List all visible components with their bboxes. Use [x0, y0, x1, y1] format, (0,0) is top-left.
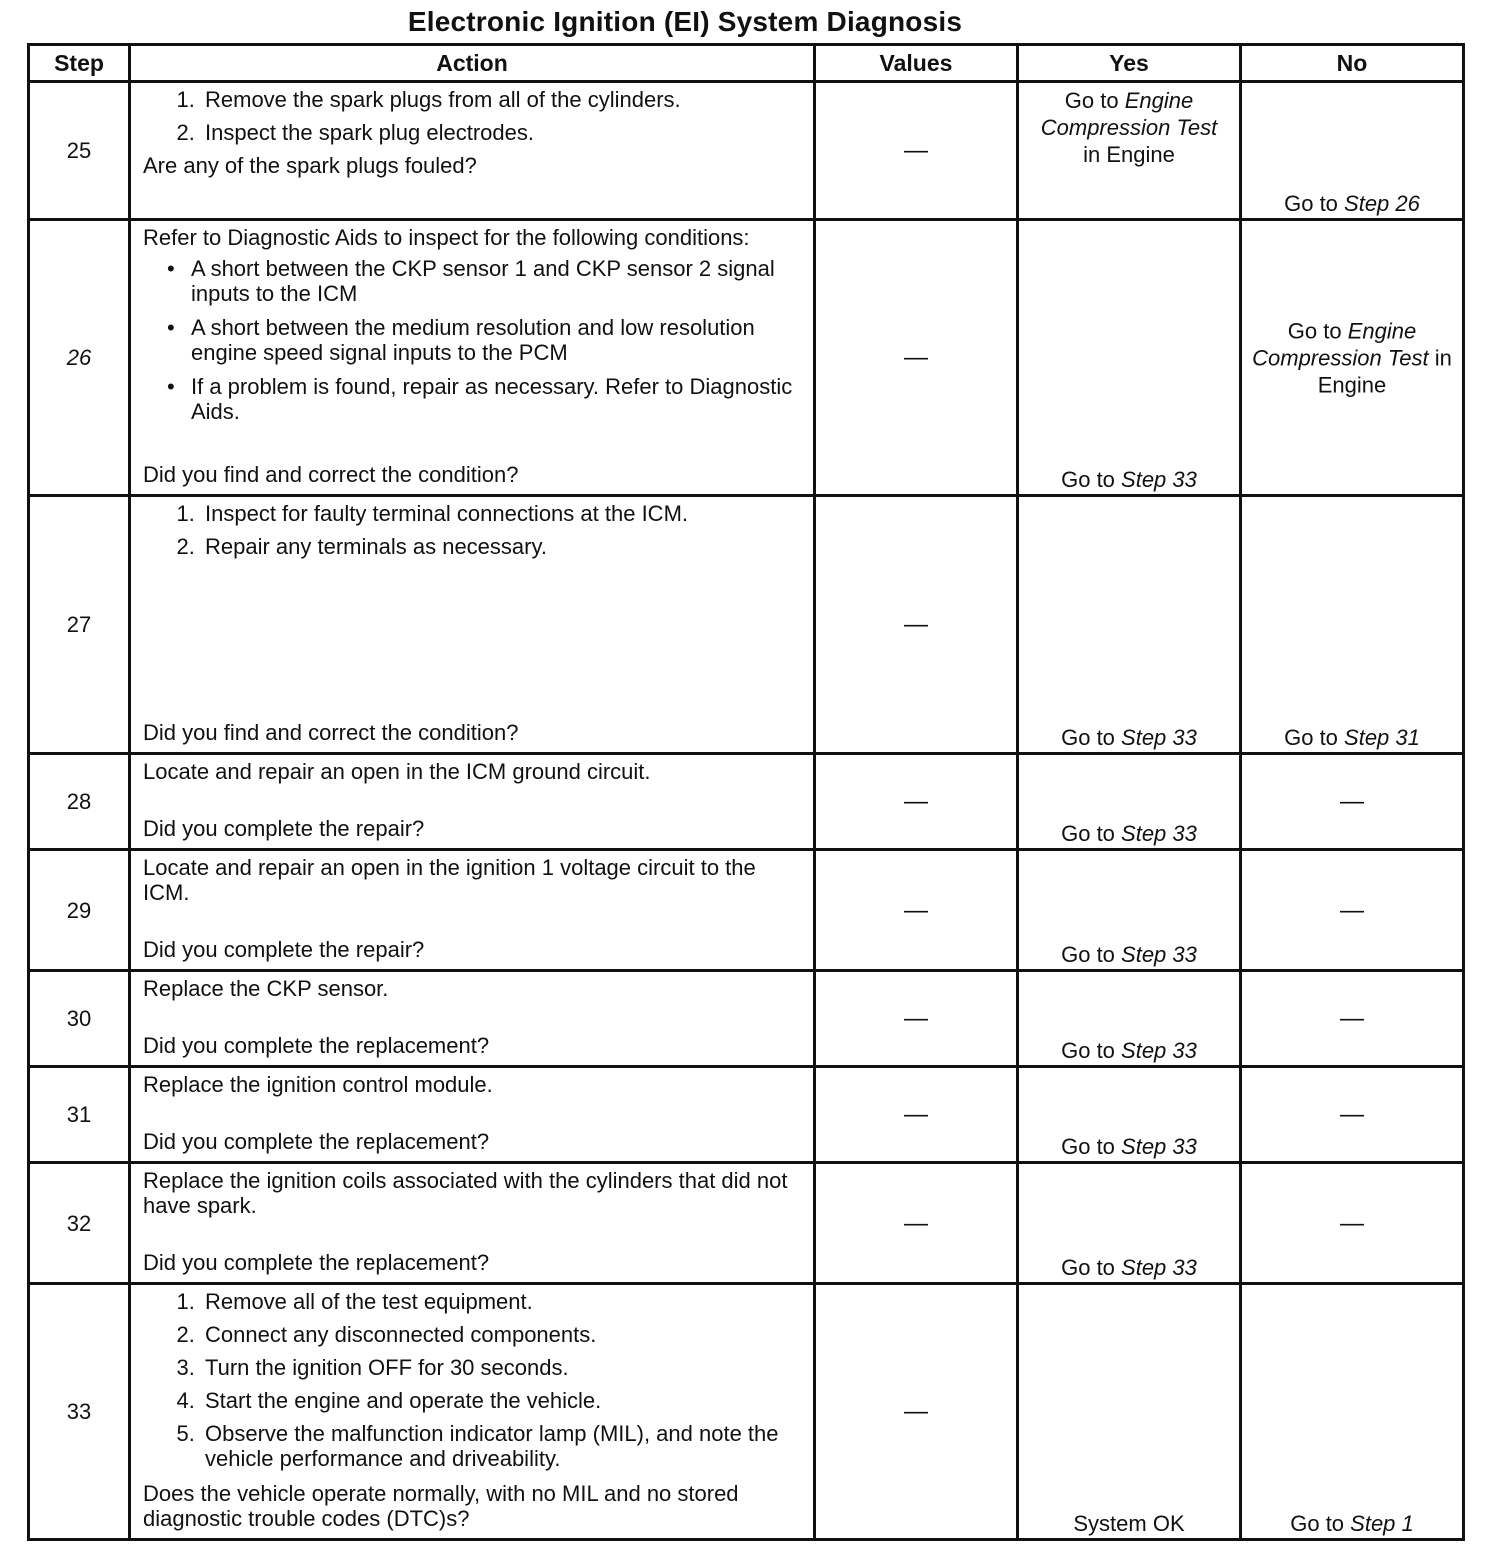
- yes-cell: [1018, 220, 1241, 496]
- yes-cell: [1018, 82, 1241, 220]
- action-bullet: • If a problem is found, repair as necessary. Refer to Diagnostic Aids.: [191, 374, 803, 424]
- step-number: 32: [29, 1163, 130, 1284]
- action-steps: [143, 501, 803, 567]
- table-row: [29, 82, 1464, 220]
- table-row: [29, 1163, 1464, 1284]
- action-step: 4. Start the engine and operate the vehicle.: [201, 1388, 803, 1413]
- table-row: [29, 754, 1464, 850]
- yes-text: Go to Step 33: [1061, 1038, 1197, 1063]
- values-cell: —: [815, 850, 1018, 971]
- action-steps: [143, 87, 803, 145]
- no-cell: —: [1241, 1163, 1464, 1284]
- action-text: Replace the ignition coils associated with the cylinders that did not have spark.: [143, 1168, 788, 1218]
- action-step: 2. Repair any terminals as necessary.: [201, 534, 803, 559]
- action-text: Replace the CKP sensor.: [143, 976, 389, 1001]
- yes-text: Go to Step 33: [1061, 1255, 1197, 1280]
- action-text: Locate and repair an open in the ICM ground circuit.: [143, 759, 651, 784]
- step-number: 26: [29, 220, 130, 496]
- yes-cell: [1018, 971, 1241, 1067]
- yes-text: Go to Engine Compression Test in Engine: [1040, 88, 1218, 167]
- yes-text: Go to Step 33: [1061, 942, 1197, 967]
- action-cell: [130, 1284, 815, 1540]
- step-number: 25: [29, 82, 130, 220]
- table-row: [29, 850, 1464, 971]
- action-step: 2. Connect any disconnected components.: [201, 1322, 803, 1347]
- action-step: 5. Observe the malfunction indicator lamp (MIL), and note the vehicle performance and driveability.: [201, 1421, 803, 1471]
- values-cell: —: [815, 82, 1018, 220]
- step-number: 29: [29, 850, 130, 971]
- step-number: 31: [29, 1067, 130, 1163]
- table-row: [29, 1284, 1464, 1540]
- action-cell: [130, 496, 815, 754]
- action-step: 3. Turn the ignition OFF for 30 seconds.: [201, 1355, 803, 1380]
- step-number: 30: [29, 971, 130, 1067]
- values-cell: —: [815, 496, 1018, 754]
- action-question: Did you find and correct the condition?: [143, 462, 519, 487]
- action-bullets: [143, 256, 803, 424]
- action-cell: [130, 1067, 815, 1163]
- yes-text: Go to Step 33: [1061, 821, 1197, 846]
- action-cell: [130, 754, 815, 850]
- no-cell: —: [1241, 754, 1464, 850]
- no-text: Go to Engine Compression Test in Engine: [1252, 318, 1452, 397]
- step-number: 28: [29, 754, 130, 850]
- header-values: Values: [815, 45, 1018, 82]
- action-question: Did you complete the repair?: [143, 937, 425, 962]
- yes-cell: [1018, 1067, 1241, 1163]
- action-text: Locate and repair an open in the ignition 1 voltage circuit to the ICM.: [143, 855, 756, 905]
- no-cell: —: [1241, 850, 1464, 971]
- diagnosis-table: [27, 43, 1465, 1541]
- values-cell: —: [815, 1067, 1018, 1163]
- no-text: Go to Step 31: [1284, 725, 1420, 750]
- yes-text: System OK: [1073, 1511, 1185, 1536]
- action-text: Replace the ignition control module.: [143, 1072, 493, 1097]
- table-row: [29, 1067, 1464, 1163]
- no-cell: [1241, 220, 1464, 496]
- action-step: 1. Remove all of the test equipment.: [201, 1289, 803, 1314]
- values-cell: —: [815, 1284, 1018, 1540]
- yes-cell: [1018, 496, 1241, 754]
- values-cell: —: [815, 971, 1018, 1067]
- action-cell: [130, 220, 815, 496]
- action-question: Did you find and correct the condition?: [143, 720, 519, 745]
- action-question: Did you complete the replacement?: [143, 1129, 490, 1154]
- yes-text: Go to Step 33: [1061, 467, 1197, 492]
- action-bullet: • A short between the CKP sensor 1 and CKP sensor 2 signal inputs to the ICM: [191, 256, 803, 306]
- action-cell: [130, 850, 815, 971]
- yes-cell: [1018, 1284, 1241, 1540]
- header-no: No: [1241, 45, 1464, 82]
- yes-cell: [1018, 850, 1241, 971]
- action-lead: Refer to Diagnostic Aids to inspect for the following conditions:: [143, 225, 750, 250]
- action-steps: [143, 1289, 803, 1479]
- no-text: Go to Step 26: [1284, 191, 1420, 216]
- header-action: Action: [130, 45, 815, 82]
- no-text: Go to Step 1: [1290, 1511, 1414, 1536]
- action-question: Does the vehicle operate normally, with no MIL and no stored diagnostic trouble codes (DTC)s?: [143, 1481, 739, 1531]
- step-number: 33: [29, 1284, 130, 1540]
- action-question: Did you complete the repair?: [143, 816, 425, 841]
- no-cell: [1241, 1284, 1464, 1540]
- action-cell: [130, 1163, 815, 1284]
- page-title: Electronic Ignition (EI) System Diagnosis: [407, 6, 963, 37]
- values-cell: —: [815, 754, 1018, 850]
- yes-cell: [1018, 1163, 1241, 1284]
- action-question: Are any of the spark plugs fouled?: [143, 153, 477, 178]
- yes-text: Go to Step 33: [1061, 1134, 1197, 1159]
- no-cell: —: [1241, 1067, 1464, 1163]
- header-row: [29, 45, 1464, 82]
- values-cell: —: [815, 1163, 1018, 1284]
- action-cell: [130, 82, 815, 220]
- no-cell: [1241, 496, 1464, 754]
- action-question: Did you complete the replacement?: [143, 1033, 490, 1058]
- step-number: 27: [29, 496, 130, 754]
- no-cell: —: [1241, 971, 1464, 1067]
- action-step: 1. Inspect for faulty terminal connections at the ICM.: [201, 501, 803, 526]
- yes-cell: [1018, 754, 1241, 850]
- table-row: [29, 220, 1464, 496]
- no-cell: [1241, 82, 1464, 220]
- header-step: Step: [29, 45, 130, 82]
- header-yes: Yes: [1018, 45, 1241, 82]
- values-cell: —: [815, 220, 1018, 496]
- action-step: 2. Inspect the spark plug electrodes.: [201, 120, 803, 145]
- action-step: 1. Remove the spark plugs from all of the cylinders.: [201, 87, 803, 112]
- yes-text: Go to Step 33: [1061, 725, 1197, 750]
- action-question: Did you complete the replacement?: [143, 1250, 490, 1275]
- table-row: [29, 496, 1464, 754]
- table-row: [29, 971, 1464, 1067]
- action-cell: [130, 971, 815, 1067]
- action-bullet: • A short between the medium resolution and low resolution engine speed signal inputs to the PCM: [191, 315, 803, 365]
